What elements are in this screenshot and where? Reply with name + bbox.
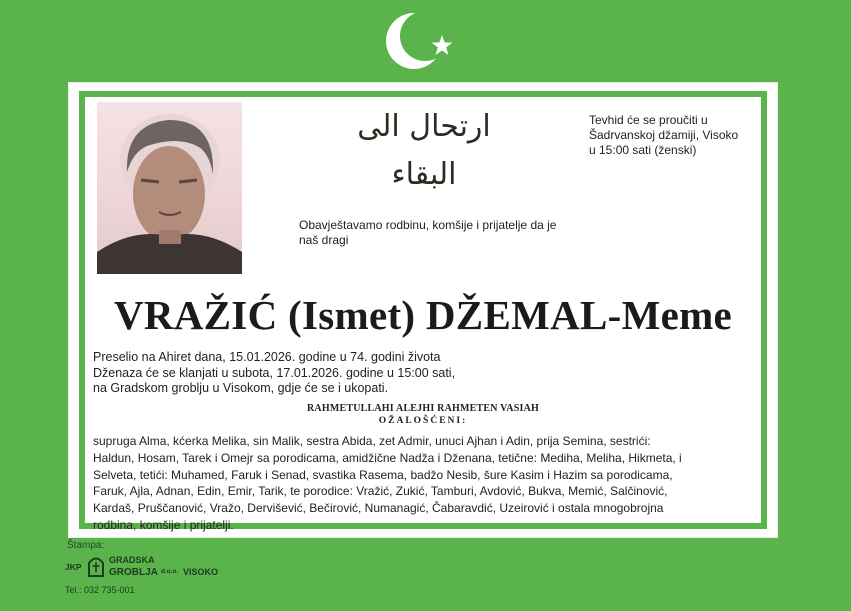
company-name-line: GROBLJA (109, 567, 158, 578)
details-line: Preselio na Ahiret dana, 15.01.2026. godine u 74. godini života (93, 350, 441, 364)
tevhid-line: Šadrvanskoj džamiji, Visoko (589, 128, 739, 142)
prayer-line: RAHMETULLAHI ALEJHI RAHMETEN VASIAH (307, 403, 539, 414)
announcement-line: Obavještavamo rodbinu, komšije i prijatelje da je (299, 218, 557, 232)
company-suffix: d.o.o. (161, 568, 179, 575)
phone-number: Tel.: 032 735-001 (65, 585, 135, 595)
company-type: JKP (65, 562, 82, 572)
cemetery-logo-icon (87, 555, 105, 577)
printer-credit (65, 540, 265, 602)
tevhid-line: Tevhid će se proučiti u (589, 113, 708, 127)
obituary-sheet (68, 82, 778, 538)
mourners-line: supruga Alma, kćerka Melika, sin Malik, sestra Abida, zet Admir, unuci Ajhan i Adin, prija Semina, sestrići: (93, 434, 651, 448)
deceased-name: VRAŽIĆ (Ismet) DŽEMAL-Meme (113, 292, 733, 338)
announcement-text (299, 218, 599, 248)
details-line: na Gradskom groblju u Visokom, gdje će se i ukopati. (93, 381, 389, 395)
funeral-details (93, 350, 455, 397)
tevhid-notice (589, 113, 764, 158)
company-city: VISOKO (183, 567, 219, 577)
mourners-line: Haldun, Hosam, Tarek i Omejr sa porodicama, amidžične Nadža i Dženana, tetične: Mediha, Meliha, Hikmeta, i (93, 450, 682, 465)
mourners-heading: OŽALOŠĆENI: (378, 416, 468, 426)
tevhid-line: u 15:00 sati (ženski) (589, 143, 697, 157)
arabic-calligraphy: ارتحال الى البقاء (357, 109, 491, 192)
announcement-line: naš dragi (299, 233, 349, 247)
mourners-line: Faruk, Ajla, Adnan, Edin, Emir, Tarik, te porodice: Vražić, Zukić, Tamburi, Avdović, Bukva, Memić, Salčinović, (93, 484, 668, 499)
company-name-line: GRADSKA (109, 555, 155, 565)
mourners-list (93, 433, 753, 534)
print-label: Štampa: (67, 540, 105, 551)
crescent-and-star-icon (384, 6, 464, 72)
mourners-line: Selveta, tetići: Muhamed, Faruk i Senad, svastika Rasema, badžo Nesib, šure Kasim i Hazim sa porodicama, (93, 467, 673, 482)
mourners-line: Kardaš, Pruščanović, Vražo, Dervišević, Bečirović, Numanagić, Čabaravdić, Uzeirović i ostala mnogobrojna (93, 501, 664, 516)
details-line: Dženaza će se klanjati u subota, 17.01.2026. godine u 15:00 sati, (93, 365, 456, 380)
mourners-line: rodbina, komšije i prijatelji. (93, 517, 234, 532)
portrait-photo (97, 102, 242, 274)
